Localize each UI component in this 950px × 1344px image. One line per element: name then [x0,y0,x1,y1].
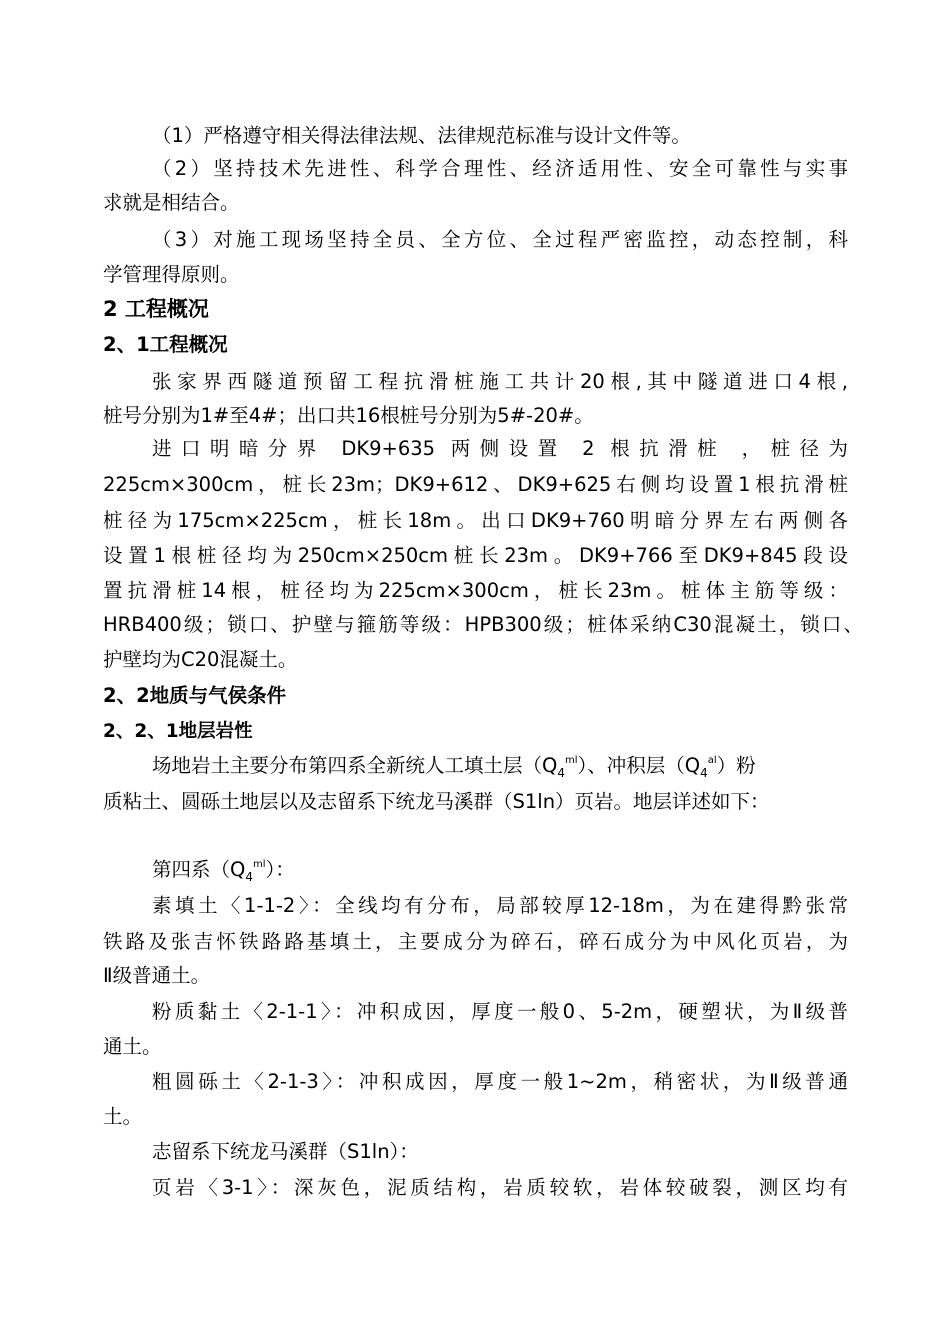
paragraph-strata-line2: 质粘土、圆砾土地层以及志留系下统龙马溪群（S1ln）页岩。地层详述如下： [103,790,770,813]
paragraph-fill-soil-line2: 铁路及张吉怀铁路路基填土，主要成分为碎石，碎石成分为中风化页岩，为 [103,930,848,953]
strata-superscript-2: al [707,754,717,766]
strata-text-c: ）粉 [716,754,756,777]
heading-section-2: 2 工程概况 [103,297,209,321]
paragraph-silurian: 志留系下统龙马溪群（S1ln）： [152,1140,419,1163]
quaternary-subscript: 4 [245,869,253,884]
paragraph-overview-1-line1: 张家界西隧道预留工程抗滑桩施工共计20根,其中隧道进口4根, [152,370,848,393]
paragraph-gravel-line1: 粗圆砾土〈2-1-3〉：冲积成因，厚度一般1~2m，稍密状，为Ⅱ级普通 [152,1070,848,1093]
paragraph-shale: 页岩〈3-1〉：深灰色，泥质结构，岩质较软，岩体较破裂，测区均有 [152,1176,848,1199]
paragraph-principle-1: （1）严格遵守相关得法律法规、法律规范标准与设计文件等。 [152,124,691,147]
quaternary-superscript: ml [253,858,266,870]
paragraph-principle-2-line1: （2）坚持技术先进性、科学合理性、经济适用性、安全可靠性与实事 [152,157,848,180]
paragraph-quaternary [152,857,295,883]
paragraph-fill-soil-line3: Ⅱ级普通土。 [103,964,211,987]
quaternary-text-b: ）： [265,858,295,881]
paragraph-overview-2-line4: 设置1根桩径均为250cm×250cm桩长23m。DK9+766至DK9+845段设 [103,544,848,567]
quaternary-text-a: 第四系（Q [152,858,246,881]
paragraph-overview-2-line3: 桩径为175cm×225cm，桩长18m。出口DK9+760明暗分界左右两侧各 [103,509,848,532]
strata-subscript-2: 4 [700,765,708,780]
strata-subscript-1: 4 [557,765,565,780]
strata-superscript-1: ml [565,754,578,766]
paragraph-overview-1-line2: 桩号分别为1#至4#；出口共16根桩号分别为5#-20#。 [103,404,594,427]
paragraph-fill-soil-line1: 素填土〈1-1-2〉：全线均有分布，局部较厚12-18m，为在建得黔张常 [152,894,848,917]
paragraph-principle-2-line2: 求就是相结合。 [103,191,240,214]
heading-section-2-1: 2、1工程概况 [103,333,228,356]
paragraph-overview-2-line5: 置抗滑桩14根，桩径均为225cm×300cm，桩长23m。桩体主筋等级： [103,579,848,602]
paragraph-overview-2-line6: HRB400级；锁口、护壁与箍筋等级：HPB300级；桩体采纳C30混凝土，锁口、 [103,613,863,636]
heading-section-2-2: 2、2地质与气侯条件 [103,684,287,707]
paragraph-silty-clay-line1: 粉质黏土〈2-1-1〉：冲积成因，厚度一般0、5-2m，硬塑状，为Ⅱ级普 [152,1000,848,1023]
paragraph-gravel-line2: 土。 [103,1105,143,1128]
heading-section-2-2-1: 2、2、1地层岩性 [103,721,253,742]
paragraph-principle-3-line1: （3）对施工现场坚持全员、全方位、全过程严密监控，动态控制，科 [152,228,848,251]
paragraph-overview-2-line2: 225cm×300cm，桩长23m；DK9+612、DK9+625右侧均设置1根抗滑桩 [103,473,848,496]
paragraph-overview-2-line7: 护壁均为C20混凝土。 [103,648,298,671]
strata-text-b: ）、冲积层（Q [577,754,701,777]
paragraph-principle-3-line2: 学管理得原则。 [103,263,240,286]
paragraph-overview-2-line1: 进口明暗分界 DK9+635 两侧设置 2 根抗滑桩 ，桩径为 [152,437,848,460]
strata-text-a: 场地岩土主要分布第四系全新统人工填土层（Q [152,754,558,777]
paragraph-strata-line1 [152,753,756,779]
paragraph-silty-clay-line2: 通土。 [103,1035,162,1058]
